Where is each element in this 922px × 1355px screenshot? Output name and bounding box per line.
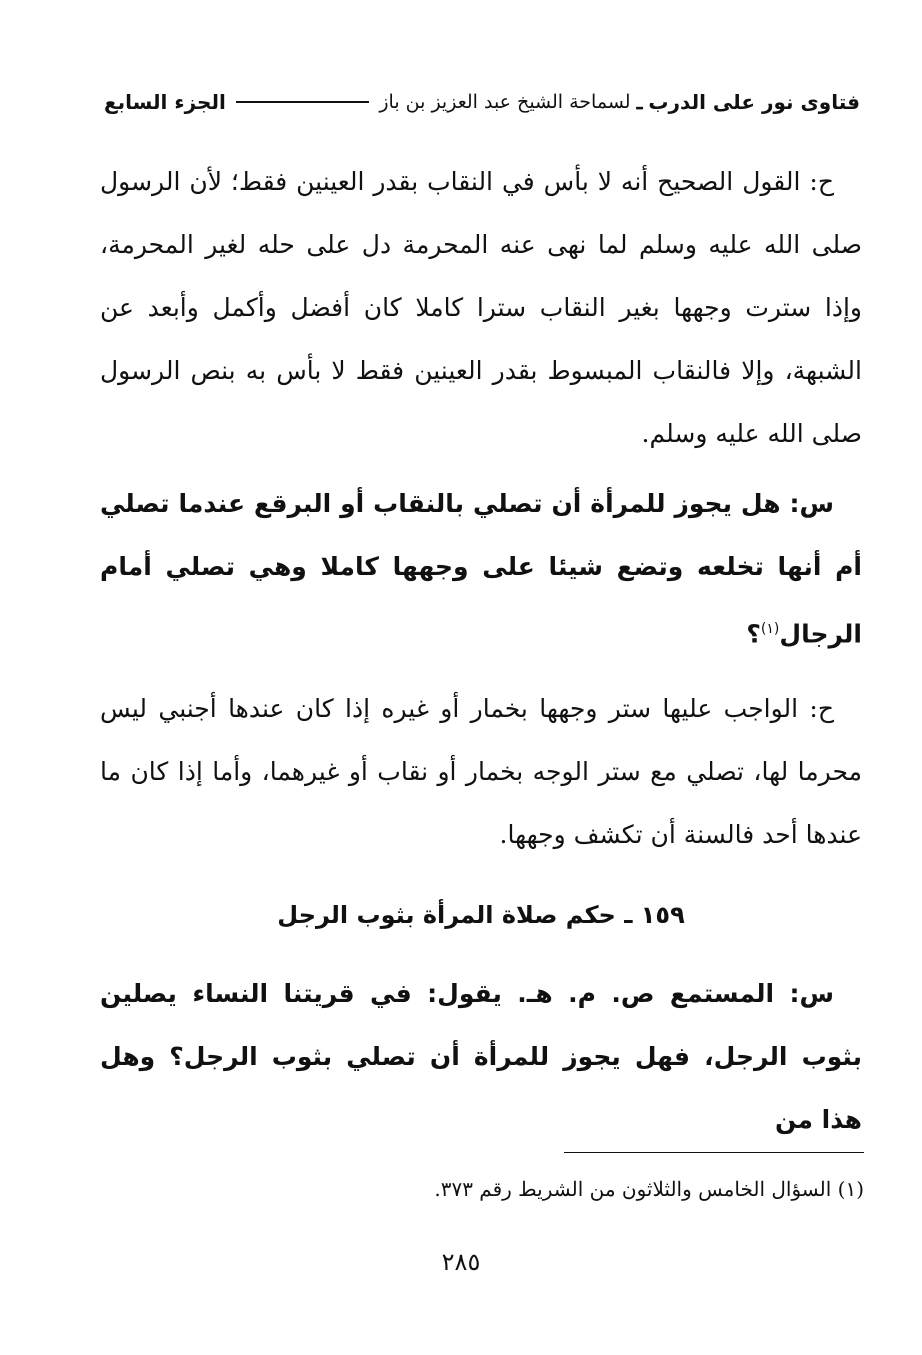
section-heading: ١٥٩ ـ حكم صلاة المرأة بثوب الرجل (277, 901, 685, 929)
footnote-divider (564, 1152, 864, 1153)
footnote-reference: (١) (760, 621, 780, 637)
header-rule (236, 101, 370, 103)
question-1-text: س: هل يجوز للمرأة أن تصلي بالنقاب أو البرقع عندما تصلي أم أنها تخلعه وتضع شيئا على وجهها كاملا وهي تصلي أمام الرجال (100, 489, 862, 649)
answer-paragraph-1: ح: القول الصحيح أنه لا بأس في النقاب بقدر العينين فقط؛ لأن الرسول صلى الله عليه وسلم لما نهى عنه المحرمة دل على حله لغير المحرمة، وإذا سترت وجهها بغير النقاب سترا كاملا كان أفضل وأكمل وأبعد عن الشبهة، وإلا فالنقاب المبسوط بقدر العينين فقط لا بأس به بنص الرسول صلى الله عليه وسلم. (100, 167, 862, 448)
footnote: (١) السؤال الخامس والثلاثون من الشريط رقم ٣٧٣. (434, 1177, 864, 1201)
header-separator: ـ (636, 90, 643, 114)
volume-part: الجزء السابع (104, 90, 226, 114)
book-title: فتاوى نور على الدرب (648, 90, 860, 114)
page-number: ٢٨٥ (441, 1248, 481, 1276)
running-header (104, 82, 860, 122)
question-paragraph-2: س: المستمع ص. م. هـ. يقول: في قريتنا النساء يصلين بثوب الرجل، فهل يجوز للمرأة أن تصلي بثوب الرجل؟ وهل هذا من (100, 979, 862, 1134)
author-name: لسماحة الشيخ عبد العزيز بن باز (379, 91, 631, 113)
question-paragraph-1 (100, 472, 862, 665)
question-1-end: ؟ (746, 619, 761, 649)
answer-paragraph-2: ح: الواجب عليها ستر وجهها بخمار أو غيره إذا كان عندها أجنبي ليس محرما لها، تصلي مع ستر الوجه بخمار أو نقاب أو غيرهما، وأما إذا كان ما عندها أحد فالسنة أن تكشف وجهها. (100, 694, 862, 849)
